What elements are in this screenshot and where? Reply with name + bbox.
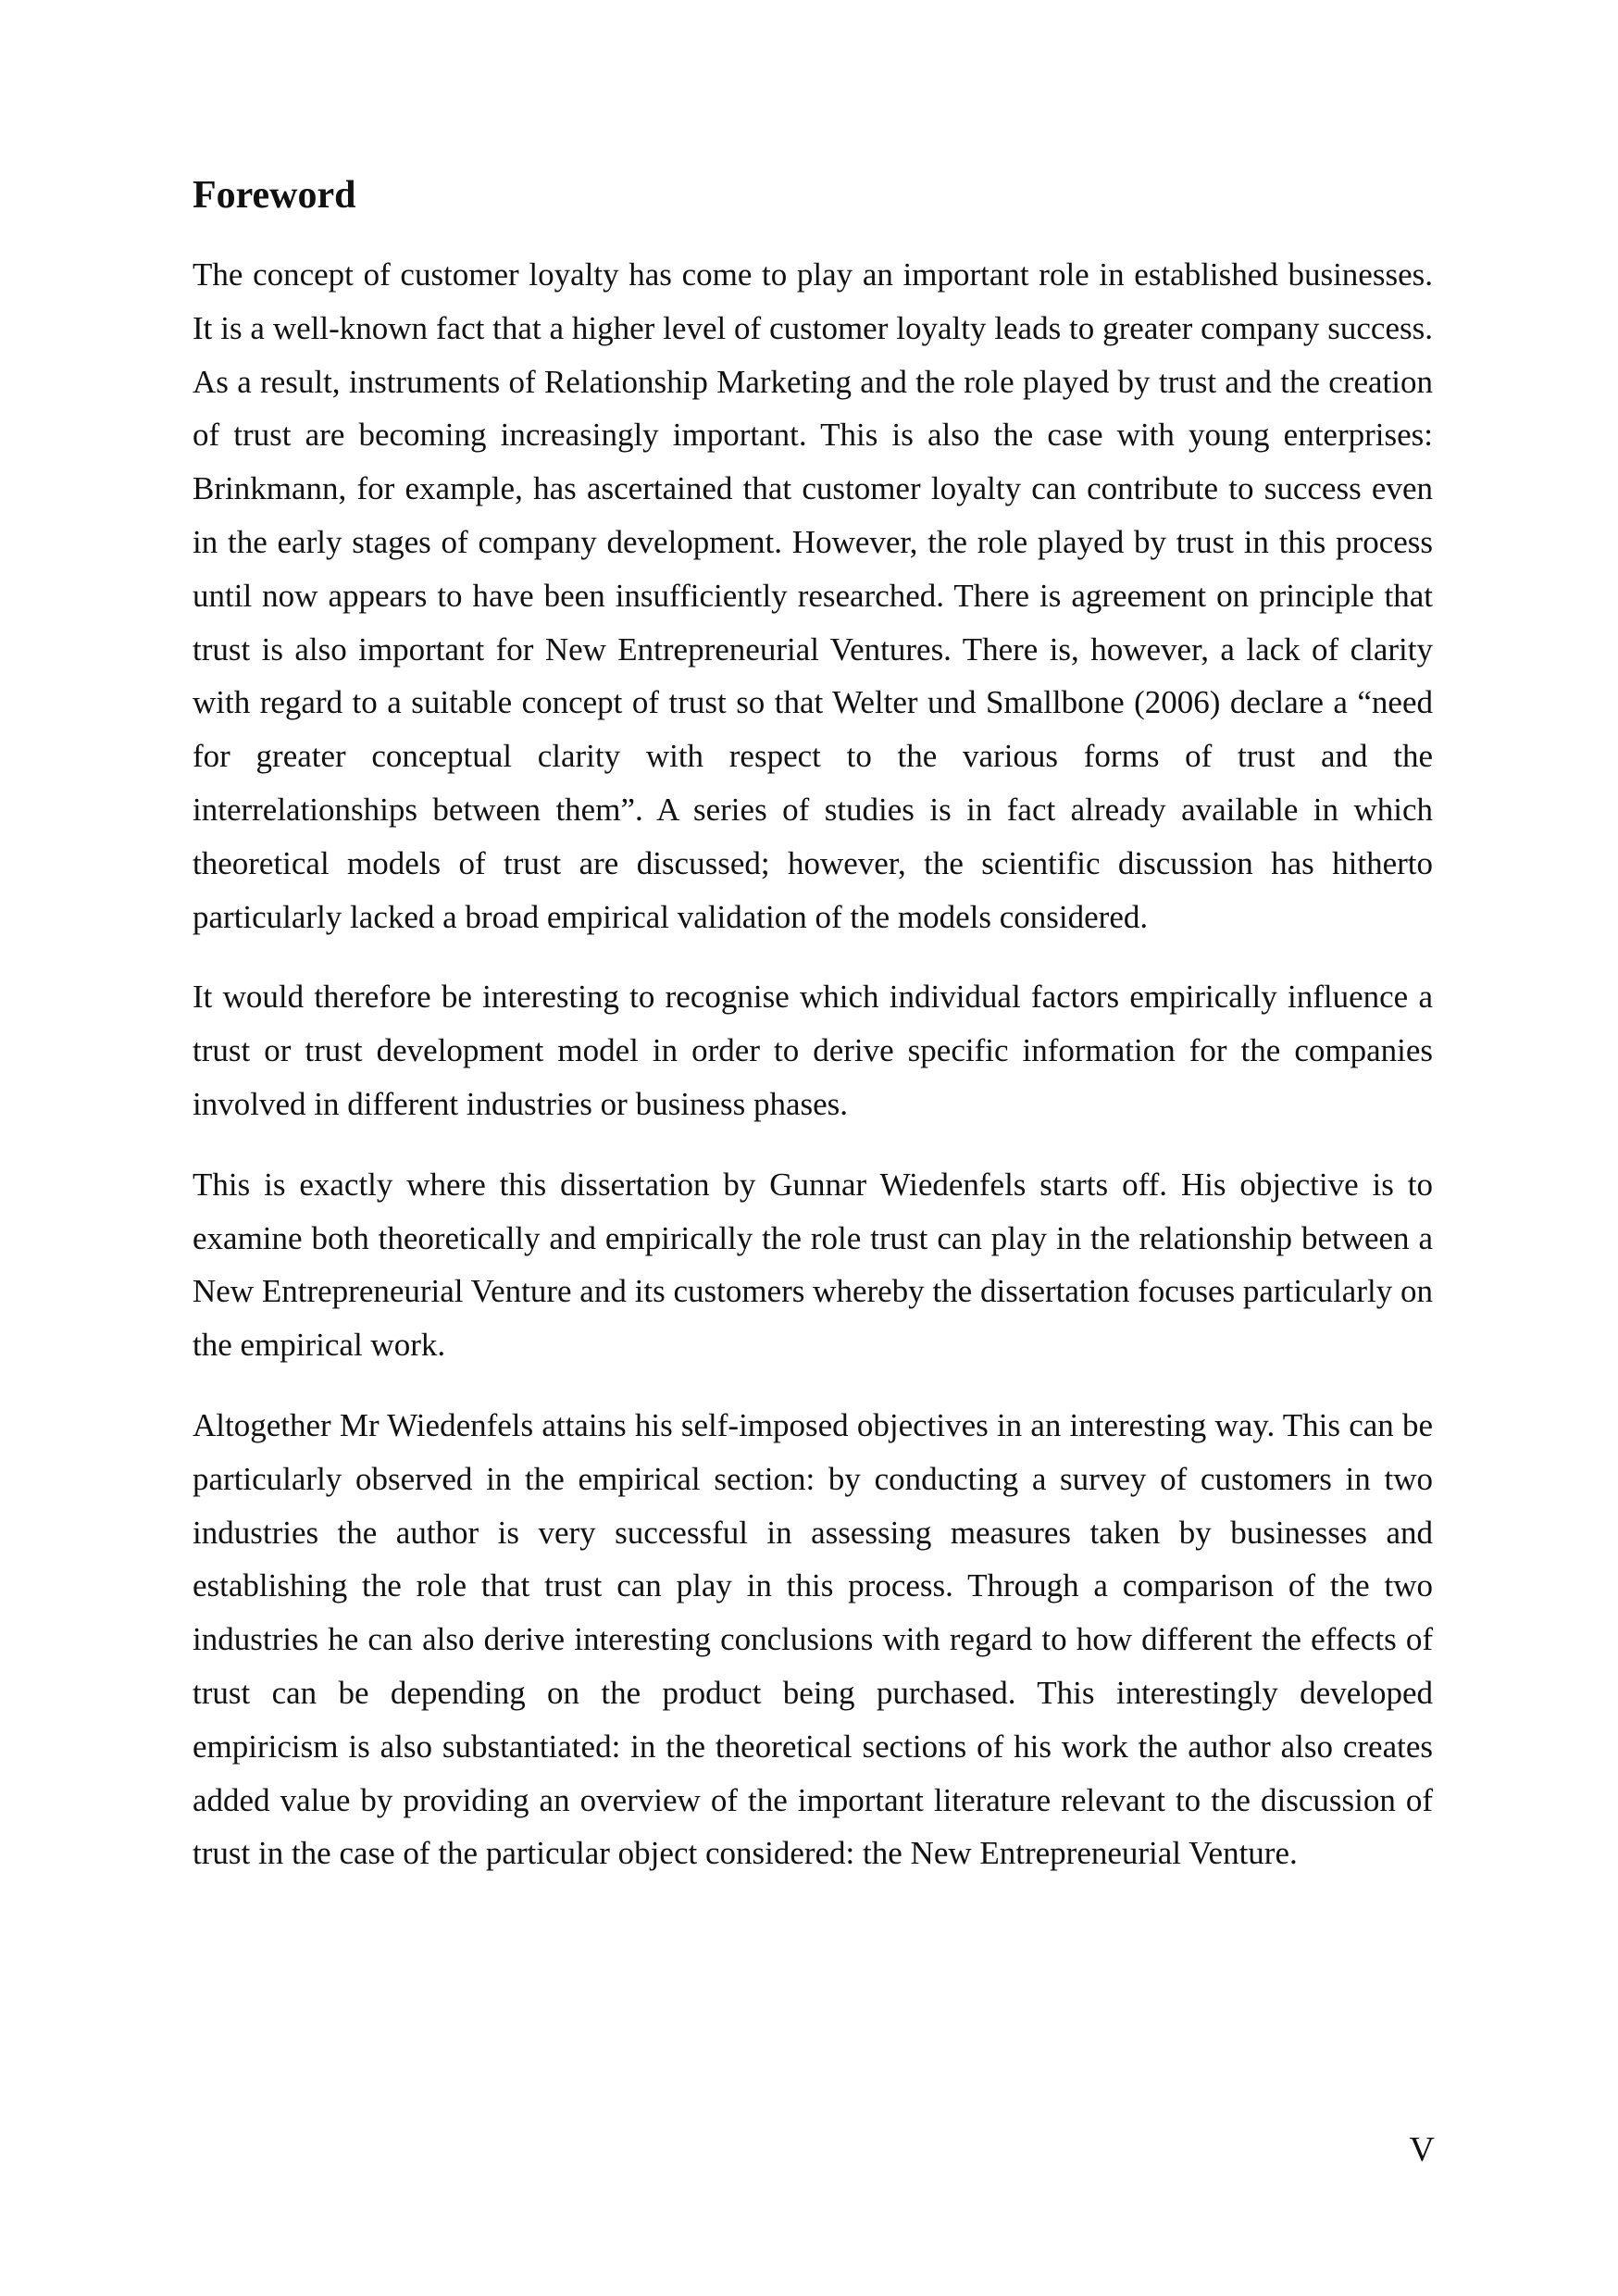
- page-title: Foreword: [193, 174, 356, 217]
- paragraph-1: The concept of customer loyalty has come to play an important role in established businesses. It is a well-known fact that a higher level of customer loyalty leads to greater company success. As a result, instruments of Relationship Marketing and the role played by trust and the creation of trust are becoming increasingly important. This is also the case with young enterprises: Brinkmann, for example, has ascertained that customer loyalty can contribute to success even in the early stages of company development. However, the role played by trust in this process until now appears to have been insufficiently researched. There is agreement on principle that trust is also important for New Entrepreneurial Ventures. There is, however, a lack of clarity with regard to a suitable concept of trust so that Welter und Smallbone (2006) declare a “need for greater conceptual clarity with respect to the various forms of trust and the interrelationships between them”. A series of studies is in fact already available in which theoretical models of trust are discussed; however, the scientific discussion has hitherto particularly lacked a broad empirical validation of the models considered.: [193, 256, 1433, 935]
- paragraph-2: It would therefore be interesting to recognise which individual factors empirically influence a trust or trust development model in order to derive specific information for the companies involved in different industries or business phases.: [193, 979, 1433, 1122]
- paragraph-4: Altogether Mr Wiedenfels attains his self-imposed objectives in an interesting way. This can be particularly observed in the empirical section: by conducting a survey of customers in two industries the author is very successful in assessing measures taken by businesses and establishing the role that trust can play in this process. Through a comparison of the two industries he can also derive interesting conclusions with regard to how different the effects of trust can be depending on the product being purchased. This interestingly developed empiricism is also substantiated: in the theoretical sections of his work the author also creates added value by providing an overview of the important literature relevant to the discussion of trust in the case of the particular object considered: the New Entrepreneurial Venture.: [193, 1406, 1433, 1872]
- body-text: [193, 248, 1433, 1907]
- page-number: V: [1409, 2130, 1435, 2169]
- paragraph-3: This is exactly where this dissertation by Gunnar Wiedenfels starts off. His objective is to examine both theoretically and empirically the role trust can play in the relationship between a New Entrepreneurial Venture and its customers whereby the dissertation focuses particularly on the empirical work.: [193, 1166, 1433, 1364]
